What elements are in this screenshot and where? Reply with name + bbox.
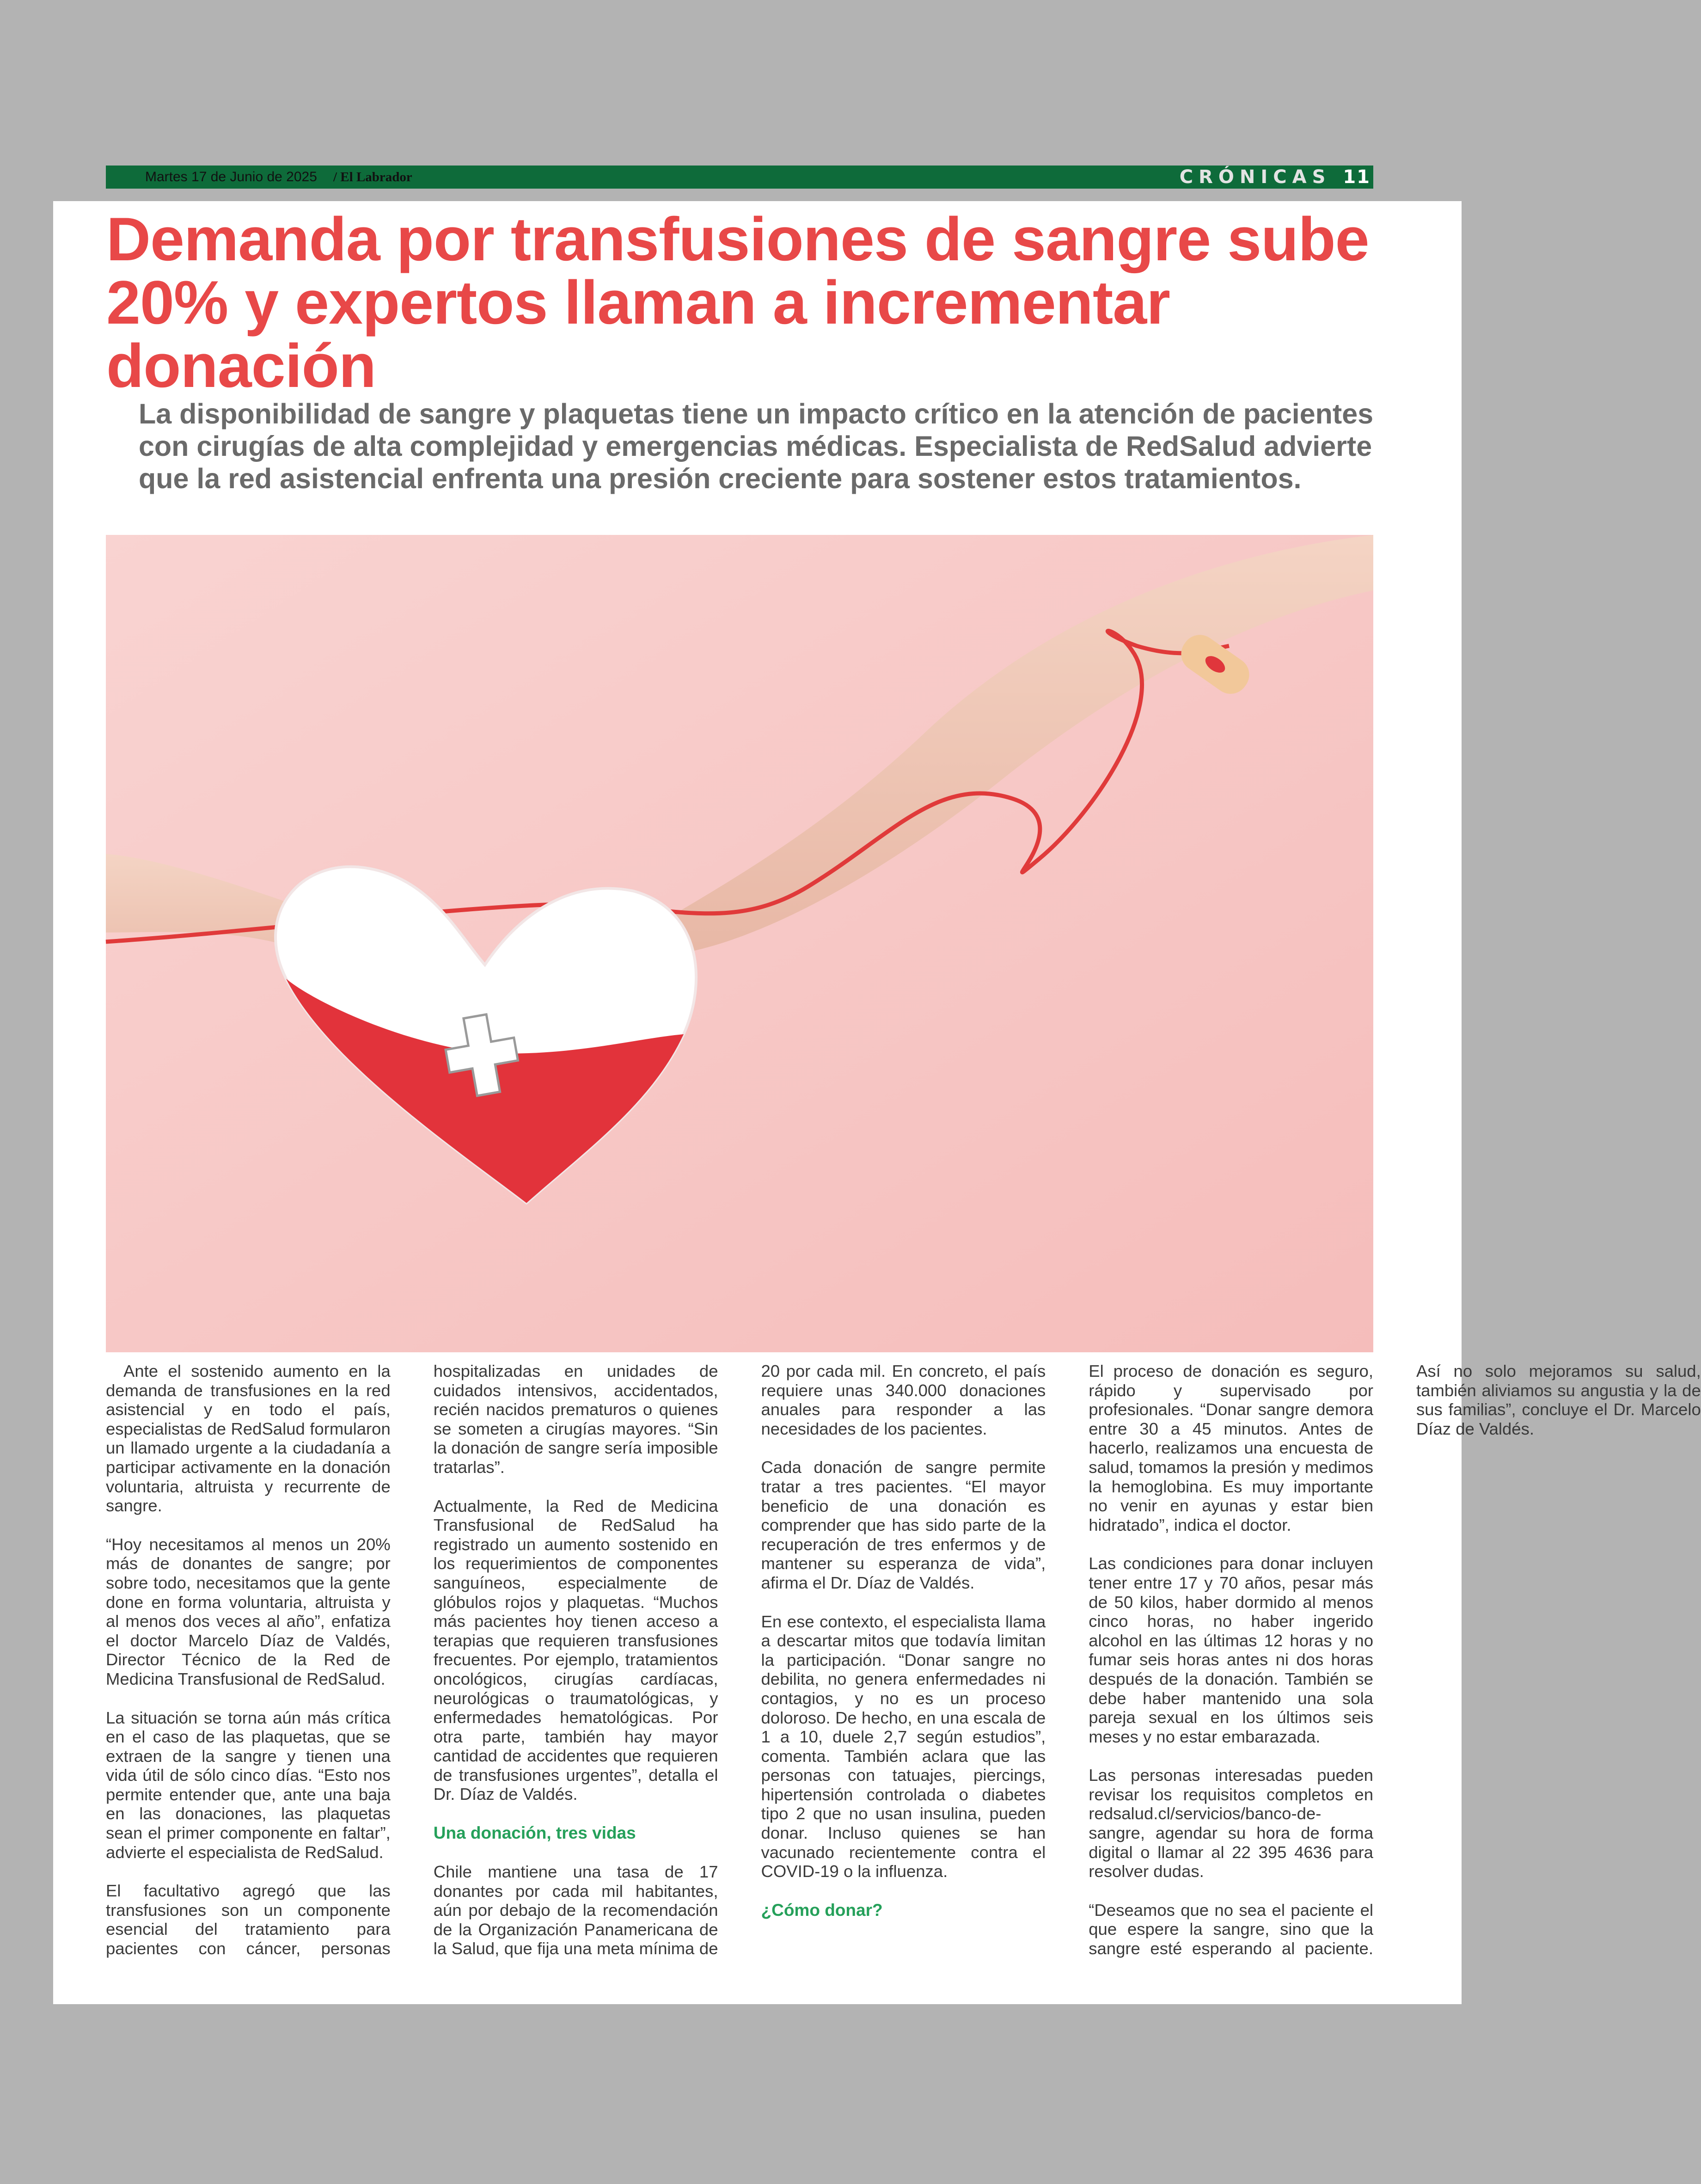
body-paragraph: El proceso de donación es seguro, rápido y supervisado por profesionales. “Donar sangre demora entre 30 a 45 minutos. Antes de hacerlo, realizamos una encuesta de salud, tomamos la presión y medimos la hemoglobina. Es muy importante no venir en ayunas y estar bien hidratado”, indica el doctor.: [1089, 1362, 1373, 1534]
body-paragraph: La situación se torna aún más crítica en el caso de las plaquetas, que se extraen de la sangre y tienen una vida útil de sólo cinco días. “Esto nos permite entender que, ante una baja en las donaciones, las plaquetas sean el primer componente en faltar”, advierte el especialista de RedSalud.: [106, 1708, 391, 1862]
body-paragraph: Las condiciones para donar incluyen tener entre 17 y 70 años, pesar más de 50 kilos, haber dormido al menos cinco horas, no haber ingerido alcohol en las últimas 12 horas y no fumar seis horas antes ni dos horas después de la donación. También se debe haber mantenido una sola pareja sexual en los últimos seis meses y no estar embarazada.: [1089, 1554, 1373, 1746]
page-header-bar: [106, 166, 1373, 189]
blood-donation-illustration: [106, 535, 1373, 1352]
subhead: Una donación, tres vidas: [433, 1823, 636, 1843]
body-paragraph: Chile mantiene una tasa de 17 donantes por cada mil habitantes, aún por debajo de la recomendación de la Organización Panamericana de la Salud, que fija una meta mínima de 20 por cada mil. En concreto, el país requiere unas 340.000 donaciones anuales para responder a las necesidades de los pacientes.: [433, 1362, 1046, 1958]
article-photo: [106, 535, 1373, 1352]
body-paragraph: Ante el sostenido aumento en la demanda de transfusiones en la red asistencial y en todo el país, especialistas de RedSalud formularon un llamado urgente a la ciudadanía a participar activamente en la donación voluntaria, altruista y recurrente de sangre.: [106, 1362, 391, 1515]
body-paragraph: Actualmente, la Red de Medicina Transfusional de RedSalud ha registrado un aumento sostenido en los requerimientos de componentes sanguíneos, especialmente de glóbulos rojos y plaquetas. “Muchos más pacientes hoy tienen acceso a terapias que requieren transfusiones frecuentes. Por ejemplo, tratamientos oncológicos, cirugías cardíacas, neurológicas o traumatológicas, y enfermedades hematológicas. Por otra parte, también hay mayor cantidad de accidentes que requieren de transfusiones urgentes”, detalla el Dr. Díaz de Valdés.: [433, 1496, 718, 1804]
body-paragraph: Cada donación de sangre permite tratar a tres pacientes. “El mayor beneficio de una donación es comprender que has sido parte de la recuperación de tres enfermos y de mantener su esperanza de vida”, afirma el Dr. Díaz de Valdés.: [761, 1458, 1046, 1592]
section-label: [1180, 166, 1371, 188]
body-paragraph: “Deseamos que no sea el paciente el que espere la sangre, sino que la sangre esté esperando al paciente. Así no solo mejoramos su salud, también aliviamos su angustia y la de sus familias”, concluye el Dr. Marcelo Díaz de Valdés.: [1089, 1362, 1701, 1958]
body-paragraph: “Hoy necesitamos al menos un 20% más de donantes de sangre; por sobre todo, necesitamos que la gente done en forma voluntaria, altruista y al menos dos veces al año”, enfatiza el doctor Marcelo Díaz de Valdés, Director Técnico de la Red de Medicina Transfusional de RedSalud.: [106, 1534, 391, 1688]
body-paragraph: Las personas interesadas pueden revisar los requisitos completos en redsalud.cl/servicios/banco-de-sangre, agendar su hora de forma digital o llamar al 22 395 4636 para resolver dudas.: [1089, 1766, 1373, 1881]
article-headline: Demanda por transfusiones de sangre sube 20% y expertos llaman a incrementar donación: [106, 205, 1369, 400]
issue-date: Martes 17 de Junio de 2025: [145, 169, 317, 184]
page-number: 11: [1343, 166, 1371, 188]
body-paragraph: En ese contexto, el especialista llama a descartar mitos que todavía limitan la participación. “Donar sangre no debilita, no genera enfermedades ni contagios, y no es un proceso doloroso. De hecho, en una escala de 1 a 10, duele 2,7 según estudios”, comenta. También aclara que las personas con tatuajes, piercings, hipertensión controlada o diabetes tipo 2 que no usan insulina, pueden donar. Incluso quienes se han vacunado recientemente contra el COVID-19 o la influenza.: [761, 1612, 1046, 1881]
newspaper-name: / El Labrador: [333, 170, 412, 184]
body-paragraph: El facultativo agregó que las transfusiones son un componente esencial del tratamiento para pacientes con cáncer, personas hospitalizadas en unidades de cuidados intensivos, accidentados, recién nacidos prematuros o quienes se someten a cirugías mayores. “Sin la donación de sangre sería imposible tratarlas”.: [106, 1362, 718, 1958]
article-body: [106, 1362, 1701, 1963]
article-lede: La disponibilidad de sangre y plaquetas tiene un impacto crítico en la atención de pacientes con cirugías de alta complejidad y emergencias médicas. Especialista de RedSalud advierte que la red asistencial enfrenta una presión creciente para sostener estos tratamientos.: [139, 398, 1374, 494]
subhead: ¿Cómo donar?: [761, 1900, 883, 1920]
section-name: CRÓNICAS: [1179, 166, 1331, 188]
